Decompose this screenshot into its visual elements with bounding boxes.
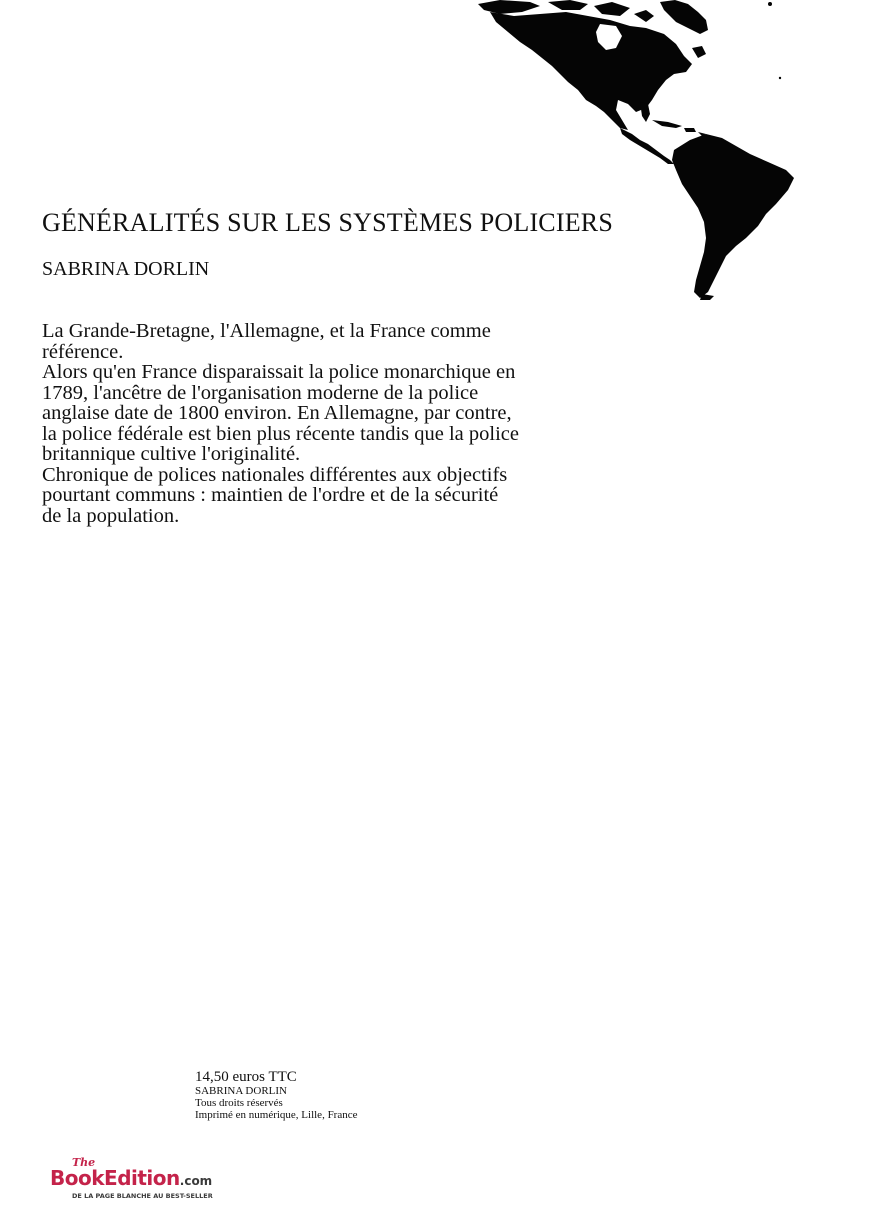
- book-title: GÉNÉRALITÉS SUR LES SYSTÈMES POLICIERS: [42, 208, 613, 237]
- summary-line: britannique cultive l'originalité.: [42, 443, 301, 465]
- logo-the: The: [72, 1156, 96, 1169]
- summary-line: La Grande-Bretagne, l'Allemagne, et la France comme: [42, 320, 491, 342]
- summary-line: Chronique de polices nationales différentes aux objectifs: [42, 463, 508, 486]
- logo-brand-name: BookEdition: [50, 1166, 180, 1190]
- logo-brand: [50, 1166, 212, 1190]
- book-author: SABRINA DORLIN: [42, 258, 210, 280]
- summary-line: de la population.: [42, 504, 180, 527]
- summary-line: pourtant communs : maintien de l'ordre et de la sécurité: [42, 484, 499, 506]
- book-summary: [42, 321, 662, 526]
- imprint-block: [195, 1070, 358, 1121]
- imprint-author: SABRINA DORLIN: [195, 1085, 287, 1097]
- logo-tagline: DE LA PAGE BLANCHE AU BEST-SELLER: [72, 1192, 213, 1200]
- summary-line: 1789, l'ancêtre de l'organisation moderne de la police: [42, 381, 479, 404]
- logo-domain: .com: [179, 1174, 213, 1188]
- summary-line: la police fédérale est bien plus récente tandis que la police: [42, 422, 519, 445]
- americas-map-image: [470, 0, 800, 300]
- summary-line: anglaise date de 1800 environ. En Allemagne, par contre,: [42, 402, 512, 424]
- summary-line: Alors qu'en France disparaissait la police monarchique en: [42, 361, 516, 383]
- summary-line: référence.: [42, 340, 124, 363]
- price-label: 14,50 euros TTC: [195, 1069, 297, 1085]
- print-location: Imprimé en numérique, Lille, France: [195, 1109, 358, 1121]
- publisher-logo: [50, 1156, 250, 1204]
- rights-notice: Tous droits réservés: [195, 1097, 283, 1109]
